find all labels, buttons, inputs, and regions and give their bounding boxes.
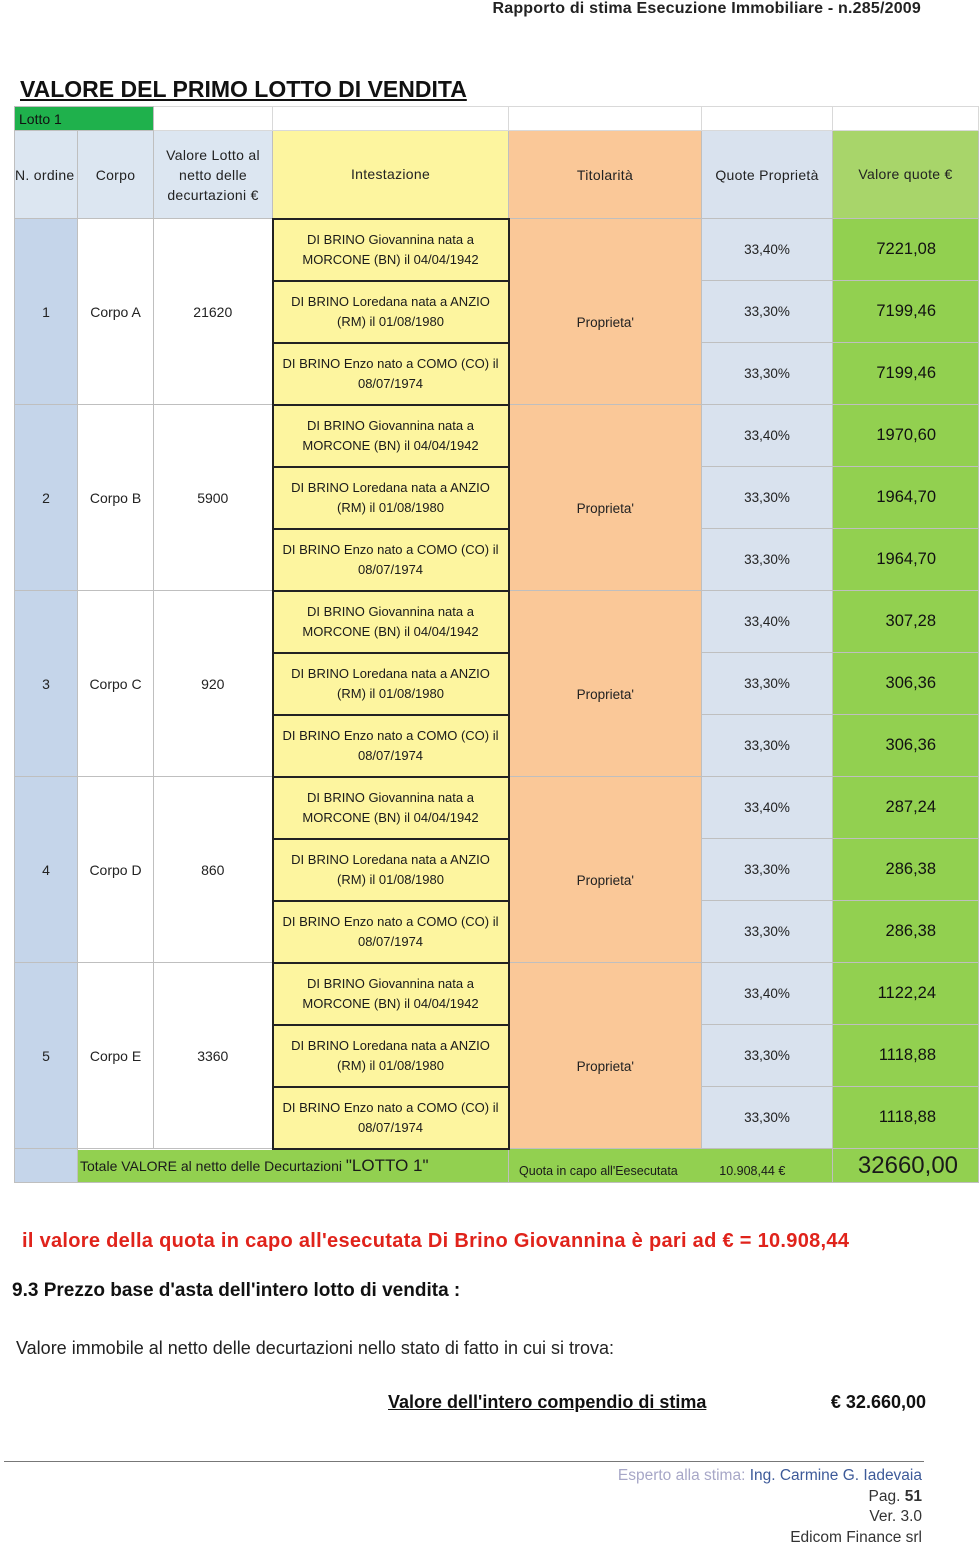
- table-row: [15, 219, 979, 281]
- footer-company: Edicom Finance srl: [790, 1528, 922, 1544]
- ordine-cell: 1: [15, 219, 78, 405]
- valore-quota-cell: 7199,46: [833, 281, 979, 343]
- valore-quota-cell: 1122,24: [833, 963, 979, 1025]
- valuation-table: [14, 106, 979, 1183]
- owner-cell: DI BRINO Giovannina nata a MORCONE (BN) il 04/04/1942: [273, 219, 509, 281]
- valore-lotto-cell: 3360: [154, 963, 273, 1149]
- owner-cell: DI BRINO Loredana nata a ANZIO (RM) il 01/08/1980: [273, 839, 509, 901]
- total-label-lotto: "LOTTO 1": [345, 1155, 429, 1175]
- red-note: il valore della quota in capo all'esecutata Di Brino Giovannina è pari ad € = 10.908,44: [22, 1230, 850, 1252]
- ordine-cell: 3: [15, 591, 78, 777]
- valore-lotto-cell: 920: [154, 591, 273, 777]
- summary-amount: € 32.660,00: [830, 1392, 926, 1412]
- valore-quota-cell: 306,36: [833, 653, 979, 715]
- footer-divider: [4, 1461, 924, 1462]
- footer-version: Ver. 3.0: [869, 1508, 922, 1525]
- corpo-cell: Corpo E: [78, 963, 154, 1149]
- total-quota-value: 10.908,44 €: [719, 1163, 786, 1178]
- quota-cell: 33,40%: [702, 777, 833, 839]
- footer-page-label: Pag.: [868, 1487, 901, 1505]
- valore-quota-cell: 306,36: [833, 715, 979, 777]
- owner-cell: DI BRINO Loredana nata a ANZIO (RM) il 01/08/1980: [273, 467, 509, 529]
- summary-line: [388, 1392, 926, 1413]
- valore-quota-cell: 7199,46: [833, 343, 979, 405]
- valore-quota-cell: 1970,60: [833, 405, 979, 467]
- owner-cell: DI BRINO Giovannina nata a MORCONE (BN) il 04/04/1942: [273, 405, 509, 467]
- quota-cell: 33,30%: [702, 529, 833, 591]
- quota-cell: 33,30%: [702, 281, 833, 343]
- quota-cell: 33,40%: [702, 963, 833, 1025]
- valore-quota-cell: 286,38: [833, 839, 979, 901]
- owner-cell: DI BRINO Giovannina nata a MORCONE (BN) il 04/04/1942: [273, 777, 509, 839]
- owner-cell: DI BRINO Giovannina nata a MORCONE (BN) il 04/04/1942: [273, 963, 509, 1025]
- valore-quota-cell: 286,38: [833, 901, 979, 963]
- header-corpo: Corpo: [78, 131, 154, 219]
- owner-cell: DI BRINO Loredana nata a ANZIO (RM) il 01/08/1980: [273, 1025, 509, 1087]
- table-row: [15, 405, 979, 467]
- lotto-label: Lotto 1: [15, 107, 154, 131]
- footer: [618, 1466, 922, 1544]
- valore-quota-cell: 1964,70: [833, 529, 979, 591]
- quota-cell: 33,40%: [702, 405, 833, 467]
- titolarita-cell: Proprieta': [509, 405, 702, 591]
- titolarita-cell: Proprieta': [509, 777, 702, 963]
- valore-quota-cell: 1118,88: [833, 1087, 979, 1149]
- corpo-cell: Corpo B: [78, 405, 154, 591]
- valore-quota-cell: 7221,08: [833, 219, 979, 281]
- header-valore-quote: Valore quote €: [833, 131, 979, 219]
- owner-cell: DI BRINO Enzo nato a COMO (CO) il 08/07/1974: [273, 715, 509, 777]
- titolarita-cell: Proprieta': [509, 591, 702, 777]
- footer-expert-name: Ing. Carmine G. Iadevaia: [749, 1467, 922, 1484]
- footer-page-number: 51: [904, 1487, 922, 1505]
- total-value: 32660,00: [833, 1149, 979, 1183]
- valore-quota-cell: 1964,70: [833, 467, 979, 529]
- paragraph: Valore immobile al netto delle decurtazioni nello stato di fatto in cui si trova:: [16, 1338, 614, 1358]
- table-row: [15, 777, 979, 839]
- titolarita-cell: Proprieta': [509, 963, 702, 1149]
- valore-quota-cell: 307,28: [833, 591, 979, 653]
- owner-cell: DI BRINO Enzo nato a COMO (CO) il 08/07/1974: [273, 529, 509, 591]
- section-title: VALORE DEL PRIMO LOTTO DI VENDITA: [20, 76, 467, 102]
- total-row: [15, 1149, 979, 1183]
- corpo-cell: Corpo C: [78, 591, 154, 777]
- titolarita-cell: Proprieta': [509, 219, 702, 405]
- quota-cell: 33,30%: [702, 1025, 833, 1087]
- quota-cell: 33,30%: [702, 343, 833, 405]
- corpo-cell: Corpo D: [78, 777, 154, 963]
- header-titolarita: Titolarità: [509, 131, 702, 219]
- owner-cell: DI BRINO Giovannina nata a MORCONE (BN) il 04/04/1942: [273, 591, 509, 653]
- valore-lotto-cell: 21620: [154, 219, 273, 405]
- running-header: Rapporto di stima Esecuzione Immobiliare - n.285/2009: [492, 0, 921, 17]
- quota-cell: 33,30%: [702, 1087, 833, 1149]
- total-label: [78, 1149, 509, 1183]
- valore-lotto-cell: 5900: [154, 405, 273, 591]
- table-row: [15, 963, 979, 1025]
- quota-cell: 33,30%: [702, 839, 833, 901]
- valore-lotto-cell: 860: [154, 777, 273, 963]
- owner-cell: DI BRINO Loredana nata a ANZIO (RM) il 01/08/1980: [273, 281, 509, 343]
- valore-quota-cell: 1118,88: [833, 1025, 979, 1087]
- header-ordine: N. ordine: [15, 131, 78, 219]
- total-label-text: Totale VALORE al netto delle Decurtazioni: [80, 1157, 342, 1174]
- total-quota: [509, 1149, 833, 1183]
- header-intestazione: Intestazione: [273, 131, 509, 219]
- quota-cell: 33,30%: [702, 653, 833, 715]
- owner-cell: DI BRINO Enzo nato a COMO (CO) il 08/07/1974: [273, 343, 509, 405]
- table-header-row: [15, 131, 979, 219]
- header-quote-proprieta: Quote Proprietà: [702, 131, 833, 219]
- quota-cell: 33,30%: [702, 901, 833, 963]
- ordine-cell: 2: [15, 405, 78, 591]
- quota-cell: 33,40%: [702, 219, 833, 281]
- quota-cell: 33,30%: [702, 715, 833, 777]
- total-quota-label: Quota in capo all'Eesecutata: [519, 1163, 678, 1178]
- subsection-heading: 9.3 Prezzo base d'asta dell'intero lotto di vendita :: [12, 1280, 461, 1301]
- valore-quota-cell: 287,24: [833, 777, 979, 839]
- owner-cell: DI BRINO Enzo nato a COMO (CO) il 08/07/1974: [273, 1087, 509, 1149]
- ordine-cell: 5: [15, 963, 78, 1149]
- ordine-cell: 4: [15, 777, 78, 963]
- quota-cell: 33,40%: [702, 591, 833, 653]
- table-row: [15, 591, 979, 653]
- quota-cell: 33,30%: [702, 467, 833, 529]
- summary-label: Valore dell'intero compendio di stima: [388, 1392, 707, 1412]
- footer-expert-label: Esperto alla stima:: [617, 1467, 746, 1484]
- header-valore-lotto: Valore Lotto al netto delle decurtazioni €: [154, 131, 273, 219]
- corpo-cell: Corpo A: [78, 219, 154, 405]
- owner-cell: DI BRINO Enzo nato a COMO (CO) il 08/07/1974: [273, 901, 509, 963]
- total-spacer: [15, 1149, 78, 1183]
- owner-cell: DI BRINO Loredana nata a ANZIO (RM) il 01/08/1980: [273, 653, 509, 715]
